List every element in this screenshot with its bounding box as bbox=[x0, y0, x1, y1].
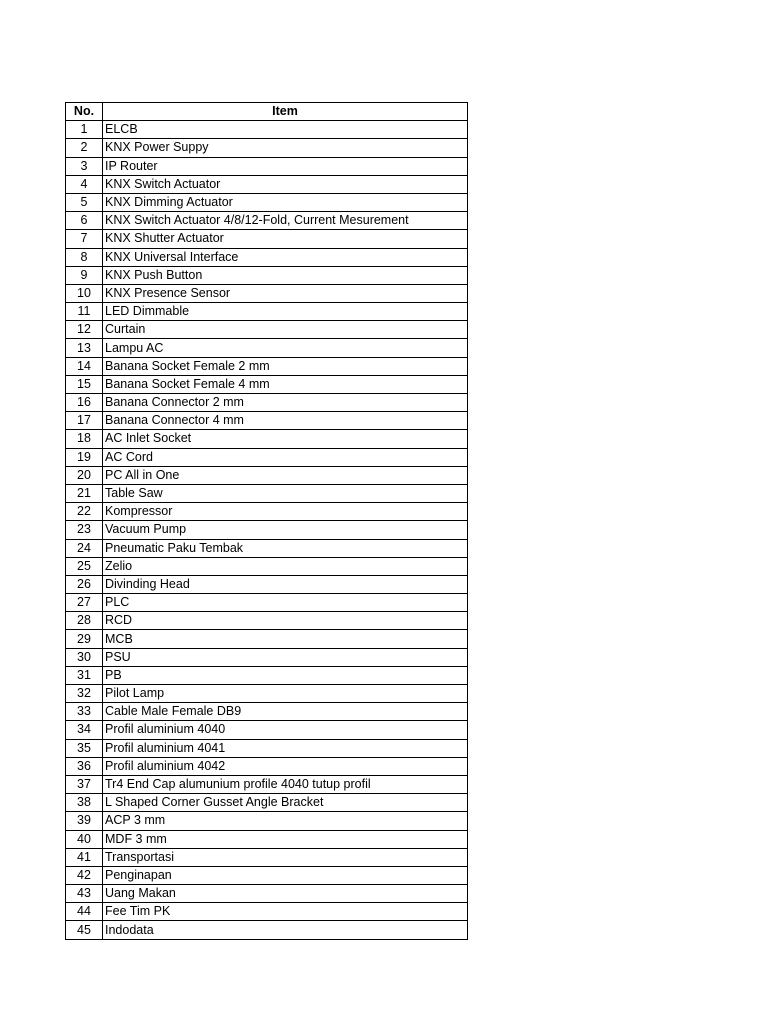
table-row bbox=[66, 157, 468, 175]
item-name-cell[interactable]: Pilot Lamp bbox=[103, 685, 468, 703]
item-name-cell[interactable]: MCB bbox=[103, 630, 468, 648]
item-name-cell[interactable]: Banana Socket Female 4 mm bbox=[103, 375, 468, 393]
row-number-cell[interactable]: 21 bbox=[66, 484, 103, 502]
item-name-cell[interactable]: Vacuum Pump bbox=[103, 521, 468, 539]
table-row bbox=[66, 193, 468, 211]
item-name-cell[interactable]: Penginapan bbox=[103, 866, 468, 884]
row-number-cell[interactable]: 13 bbox=[66, 339, 103, 357]
table-row bbox=[66, 248, 468, 266]
table-row bbox=[66, 594, 468, 612]
table-row bbox=[66, 357, 468, 375]
item-name-cell[interactable]: Indodata bbox=[103, 921, 468, 939]
item-name-cell[interactable]: ACP 3 mm bbox=[103, 812, 468, 830]
table-row bbox=[66, 903, 468, 921]
table-row bbox=[66, 266, 468, 284]
table-row bbox=[66, 612, 468, 630]
table-row bbox=[66, 466, 468, 484]
row-number-cell[interactable]: 37 bbox=[66, 775, 103, 793]
row-number-cell[interactable]: 25 bbox=[66, 557, 103, 575]
table-row bbox=[66, 866, 468, 884]
row-number-cell[interactable]: 22 bbox=[66, 503, 103, 521]
row-number-cell[interactable]: 1 bbox=[66, 121, 103, 139]
item-name-cell[interactable]: KNX Presence Sensor bbox=[103, 284, 468, 302]
item-name-cell[interactable]: Fee Tim PK bbox=[103, 903, 468, 921]
spreadsheet-area bbox=[65, 102, 467, 940]
table-row bbox=[66, 812, 468, 830]
item-name-cell[interactable]: KNX Universal Interface bbox=[103, 248, 468, 266]
table-row bbox=[66, 521, 468, 539]
row-number-cell[interactable]: 45 bbox=[66, 921, 103, 939]
item-name-cell[interactable]: ELCB bbox=[103, 121, 468, 139]
row-number-cell[interactable]: 26 bbox=[66, 575, 103, 593]
table-row bbox=[66, 394, 468, 412]
table-row bbox=[66, 375, 468, 393]
row-number-cell[interactable]: 5 bbox=[66, 193, 103, 211]
item-name-cell[interactable]: IP Router bbox=[103, 157, 468, 175]
table-row bbox=[66, 430, 468, 448]
item-name-cell[interactable]: L Shaped Corner Gusset Angle Bracket bbox=[103, 794, 468, 812]
row-number-cell[interactable]: 14 bbox=[66, 357, 103, 375]
row-number-cell[interactable]: 3 bbox=[66, 157, 103, 175]
row-number-cell[interactable]: 4 bbox=[66, 175, 103, 193]
table-row bbox=[66, 121, 468, 139]
table-row bbox=[66, 230, 468, 248]
item-name-cell[interactable]: Table Saw bbox=[103, 484, 468, 502]
table-body bbox=[66, 121, 468, 939]
row-number-cell[interactable]: 23 bbox=[66, 521, 103, 539]
item-name-cell[interactable]: Transportasi bbox=[103, 848, 468, 866]
row-number-cell[interactable]: 10 bbox=[66, 284, 103, 302]
table-row bbox=[66, 757, 468, 775]
item-name-cell[interactable]: PB bbox=[103, 666, 468, 684]
table-row bbox=[66, 666, 468, 684]
item-name-cell[interactable]: KNX Switch Actuator 4/8/12-Fold, Current Mesurement bbox=[103, 212, 468, 230]
row-number-cell[interactable]: 6 bbox=[66, 212, 103, 230]
item-name-cell[interactable]: Pneumatic Paku Tembak bbox=[103, 539, 468, 557]
row-number-cell[interactable]: 40 bbox=[66, 830, 103, 848]
row-number-cell[interactable]: 34 bbox=[66, 721, 103, 739]
header-no: No. bbox=[66, 103, 103, 121]
row-number-cell[interactable]: 7 bbox=[66, 230, 103, 248]
item-name-cell[interactable]: Uang Makan bbox=[103, 885, 468, 903]
row-number-cell[interactable]: 24 bbox=[66, 539, 103, 557]
item-name-cell[interactable]: Banana Connector 4 mm bbox=[103, 412, 468, 430]
row-number-cell[interactable]: 15 bbox=[66, 375, 103, 393]
item-name-cell[interactable]: Kompressor bbox=[103, 503, 468, 521]
item-name-cell[interactable]: MDF 3 mm bbox=[103, 830, 468, 848]
row-number-cell[interactable]: 12 bbox=[66, 321, 103, 339]
item-name-cell[interactable]: Cable Male Female DB9 bbox=[103, 703, 468, 721]
item-name-cell[interactable]: PLC bbox=[103, 594, 468, 612]
row-number-cell[interactable]: 44 bbox=[66, 903, 103, 921]
item-name-cell[interactable]: KNX Switch Actuator bbox=[103, 175, 468, 193]
table-row bbox=[66, 321, 468, 339]
row-number-cell[interactable]: 30 bbox=[66, 648, 103, 666]
table-row bbox=[66, 848, 468, 866]
row-number-cell[interactable]: 27 bbox=[66, 594, 103, 612]
row-number-cell[interactable]: 28 bbox=[66, 612, 103, 630]
header-item: Item bbox=[103, 103, 468, 121]
table-row bbox=[66, 339, 468, 357]
item-name-cell[interactable]: Lampu AC bbox=[103, 339, 468, 357]
item-name-cell[interactable]: Curtain bbox=[103, 321, 468, 339]
table-row bbox=[66, 575, 468, 593]
table-row bbox=[66, 503, 468, 521]
row-number-cell[interactable]: 38 bbox=[66, 794, 103, 812]
table-row bbox=[66, 212, 468, 230]
table-row bbox=[66, 685, 468, 703]
table-row bbox=[66, 830, 468, 848]
table-row bbox=[66, 412, 468, 430]
item-name-cell[interactable]: Tr4 End Cap alumunium profile 4040 tutup profil bbox=[103, 775, 468, 793]
item-name-cell[interactable]: Zelio bbox=[103, 557, 468, 575]
row-number-cell[interactable]: 39 bbox=[66, 812, 103, 830]
row-number-cell[interactable]: 20 bbox=[66, 466, 103, 484]
item-name-cell[interactable]: KNX Push Button bbox=[103, 266, 468, 284]
row-number-cell[interactable]: 31 bbox=[66, 666, 103, 684]
table-row bbox=[66, 775, 468, 793]
item-name-cell[interactable]: KNX Dimming Actuator bbox=[103, 193, 468, 211]
table-row bbox=[66, 175, 468, 193]
item-name-cell[interactable]: Profil aluminium 4041 bbox=[103, 739, 468, 757]
row-number-cell[interactable]: 11 bbox=[66, 303, 103, 321]
table-row bbox=[66, 921, 468, 939]
item-name-cell[interactable]: RCD bbox=[103, 612, 468, 630]
table-row bbox=[66, 885, 468, 903]
row-number-cell[interactable]: 19 bbox=[66, 448, 103, 466]
row-number-cell[interactable]: 17 bbox=[66, 412, 103, 430]
items-table bbox=[65, 102, 468, 940]
table-row bbox=[66, 721, 468, 739]
row-number-cell[interactable]: 35 bbox=[66, 739, 103, 757]
header-row bbox=[66, 103, 468, 121]
table-row bbox=[66, 794, 468, 812]
row-number-cell[interactable]: 29 bbox=[66, 630, 103, 648]
item-name-cell[interactable]: Banana Connector 2 mm bbox=[103, 394, 468, 412]
item-name-cell[interactable]: Profil aluminium 4040 bbox=[103, 721, 468, 739]
table-row bbox=[66, 448, 468, 466]
item-name-cell[interactable]: Banana Socket Female 2 mm bbox=[103, 357, 468, 375]
item-name-cell[interactable]: KNX Power Suppy bbox=[103, 139, 468, 157]
item-name-cell[interactable]: PC All in One bbox=[103, 466, 468, 484]
table-row bbox=[66, 739, 468, 757]
table-row bbox=[66, 303, 468, 321]
row-number-cell[interactable]: 9 bbox=[66, 266, 103, 284]
row-number-cell[interactable]: 18 bbox=[66, 430, 103, 448]
table-row bbox=[66, 484, 468, 502]
row-number-cell[interactable]: 32 bbox=[66, 685, 103, 703]
table-row bbox=[66, 284, 468, 302]
row-number-cell[interactable]: 36 bbox=[66, 757, 103, 775]
item-name-cell[interactable]: AC Cord bbox=[103, 448, 468, 466]
row-number-cell[interactable]: 41 bbox=[66, 848, 103, 866]
row-number-cell[interactable]: 2 bbox=[66, 139, 103, 157]
item-name-cell[interactable]: KNX Shutter Actuator bbox=[103, 230, 468, 248]
item-name-cell[interactable]: PSU bbox=[103, 648, 468, 666]
item-name-cell[interactable]: Profil aluminium 4042 bbox=[103, 757, 468, 775]
table-row bbox=[66, 648, 468, 666]
row-number-cell[interactable]: 42 bbox=[66, 866, 103, 884]
item-name-cell[interactable]: Divinding Head bbox=[103, 575, 468, 593]
table-row bbox=[66, 539, 468, 557]
item-name-cell[interactable]: AC Inlet Socket bbox=[103, 430, 468, 448]
row-number-cell[interactable]: 16 bbox=[66, 394, 103, 412]
row-number-cell[interactable]: 8 bbox=[66, 248, 103, 266]
table-row bbox=[66, 703, 468, 721]
table-row bbox=[66, 630, 468, 648]
row-number-cell[interactable]: 33 bbox=[66, 703, 103, 721]
table-row bbox=[66, 557, 468, 575]
item-name-cell[interactable]: LED Dimmable bbox=[103, 303, 468, 321]
row-number-cell[interactable]: 43 bbox=[66, 885, 103, 903]
table-row bbox=[66, 139, 468, 157]
